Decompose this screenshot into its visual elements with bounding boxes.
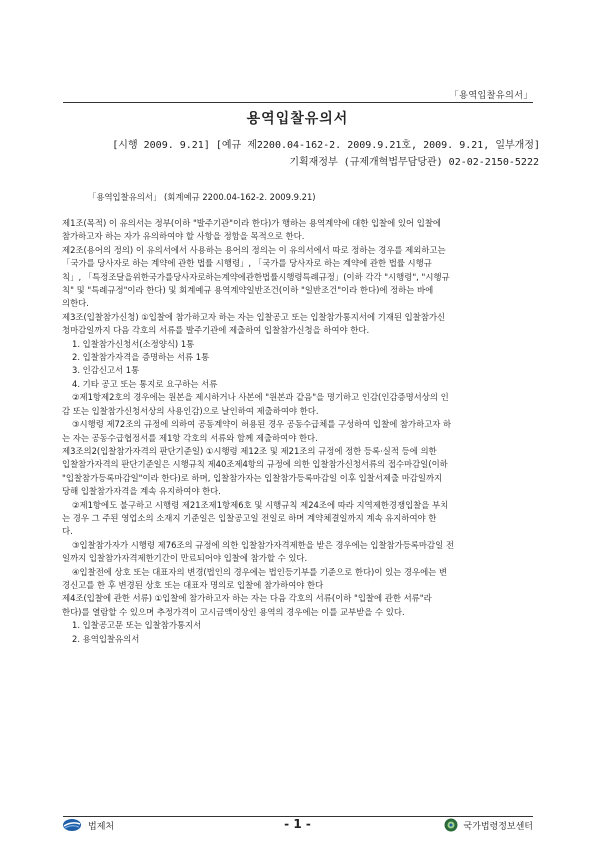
regulation-reference: 「용역입찰유의서」 (회계예규 2200.04-162-2. 2009.9.21) (88, 192, 316, 202)
body-line: 칙」, 「특정조달을위한국가를당사자로하는계약에관한법률시행령특례규정」(이하 각각 "시행령", "시행규 (62, 271, 450, 282)
body-line: ④입찰전에 상호 또는 대표자의 변경(법인의 경우에는 법인등기부를 기준으로 한다)이 있는 경우에는 변 (72, 566, 448, 577)
body-line: 2. 입찰참가자격을 증명하는 서류 1통 (72, 352, 210, 363)
body-line: ③시행령 제72조의 규정에 의하여 공동계약이 허용된 경우 공동수급체를 구성하여 입찰에 참가하고자 하 (72, 419, 452, 430)
law-center-logo-icon (444, 818, 458, 832)
body-line: 입찰참가자격의 판단기준일은 시행규칙 제40조제4항의 규정에 의한 입찰참가신청서류의 접수마감일(이하 (62, 459, 448, 470)
body-line: 경신고를 한 후 변경된 상호 또는 대표자 명의로 입찰에 참가하여야 한다 (62, 579, 324, 590)
enforcement-info: [시행 2009. 9.21] [예규 제2200.04-162-2. 2009.9.21호, 2009. 9.21, 일부개정] (112, 140, 540, 151)
body-line: "입찰참가등록마감일"이라 한다)로 하며, 입찰참가자는 입찰참가등록마감일 이후 입찰서제출 마감일까지 (62, 472, 443, 483)
body-line: 일까지 입찰참가자격제한기간이 만료되어야 입찰에 참가할 수 있다. (62, 553, 308, 564)
ministry-contact: 기획재정부 (규제개혁법무담당관) 02-02-2150-5222 (289, 157, 539, 168)
body-line: 는 경우 그 주된 영업소의 소재지 기준일은 입찰공고일 전일로 하며 계약체결일까지 계속 유지하여야 한 (62, 512, 437, 523)
body-line: ②제1항에도 불구하고 시행령 제21조제1항제6호 및 시행규칙 제24조에 따라 지역제한경쟁입찰을 부치 (72, 499, 449, 510)
footer-left-label: 법제처 (88, 821, 115, 832)
body-line: 제3조의2(입찰참가자격의 판단기준일) ①시행령 제12조 및 제21조의 규정에 정한 등록·실적 등에 의한 (62, 445, 437, 456)
body-line: 4. 기타 공고 또는 통지로 요구하는 서류 (72, 378, 218, 389)
header-document-tag: 「용역입찰유의서」 (449, 91, 533, 101)
body-line: 제4조(입찰에 관한 서류) ①입찰에 참가하고자 하는 자는 다음 각호의 서류(이하 "입찰에 관한 서류"라 (62, 593, 432, 604)
body-line: 당해 입찰참가자격을 계속 유지하여야 한다. (62, 486, 221, 497)
body-line: 제1조(목적) 이 유의서는 정부(이하 "발주기관"이라 한다)가 행하는 용역계약에 대한 입찰에 있어 입찰에 (62, 218, 441, 228)
body-line: ②제1항제2호의 경우에는 원본을 제시하거나 사본에 "원본과 같음"을 명기하고 인감(인감증명서상의 인 (72, 392, 449, 403)
body-line: 한다)를 열람할 수 있으며 추정가격이 고시금액이상인 용역의 경우에는 이를 교부받을 수 있다. (62, 606, 405, 617)
body-line: 「국가를 당사자로 하는 계약에 관한 법률 시행령」, 「국가를 당사자로 하는 계약에 관한 법률 시행규 (62, 258, 432, 269)
document-title: 용역입찰유의서 (246, 111, 349, 127)
header-divider (63, 102, 533, 103)
footer-right (444, 818, 533, 832)
body-line: 제2조(용어의 정의) 이 유의서에서 사용하는 용어의 정의는 이 유의서에서 따로 정하는 경우를 제외하고는 (62, 244, 446, 255)
body-line: 2. 용역입찰유의서 (72, 633, 140, 644)
body-line: 청마감일까지 다음 각호의 서류를 발주기관에 제출하여 입찰참가신청을 하여야 한다. (62, 325, 370, 336)
body-line: 3. 인감신고서 1통 (72, 365, 140, 376)
body-line: ③입찰참가자가 시행령 제76조의 규정에 의한 입찰참가자격제한을 받은 경우에는 입찰참가등록마감일 전 (72, 539, 454, 550)
body-line: 칙" 및 "특례규정"이라 한다) 및 회계예규 용역계약일반조건(이하 "일반조건"이라 한다)에 정하는 바에 (62, 285, 434, 296)
footer-right-label: 국가법령정보센터 (463, 821, 533, 832)
body-line: 제3조(입찰참가신청) ①입찰에 참가하고자 하는 자는 입찰공고 또는 입찰참가통지서에 기재된 입찰참가신 (62, 311, 446, 322)
body-line: 는 자는 공동수급협정서를 제1항 각호의 서류와 함께 제출하여야 한다. (62, 432, 318, 443)
document-body (62, 217, 540, 646)
body-line: 1. 입찰공고문 또는 입찰참가통지서 (72, 620, 202, 631)
body-line: 1. 입찰참가신청서(소정양식) 1통 (72, 338, 195, 349)
body-line: 다. (62, 526, 73, 537)
body-line: 감 또는 입찰참가신청서상의 사용인감)으로 날인하여 제출하여야 한다. (62, 405, 319, 416)
body-line: 참가하고자 하는 자가 유의하여야 할 사항을 정함을 목적으로 한다. (62, 231, 305, 242)
body-line: 의한다. (62, 298, 89, 309)
page-number: - 1 - (284, 817, 311, 831)
